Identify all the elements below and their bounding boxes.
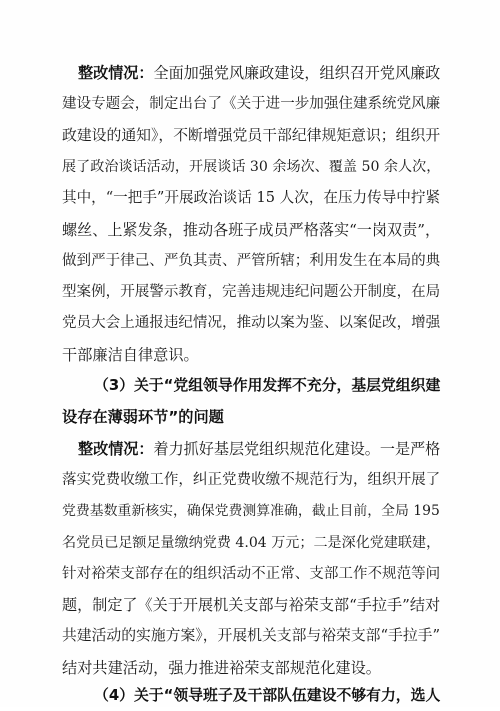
paragraph2-label: 整改情况： bbox=[78, 439, 154, 458]
paragraph2-first-line: 着力抓好基层党组织规范化建设。一是严格 bbox=[153, 439, 441, 458]
heading-3-line-2: 设存在薄弱环节”的问题 bbox=[62, 408, 224, 427]
paragraph2-line-2: 落实党费收缴工作，纠正党费收缴不规范行为，组织开展了 bbox=[62, 470, 441, 488]
heading-3-line-1: （3）关于“党组领导作用发挥不充分，基层党组织建 bbox=[94, 377, 441, 394]
paragraph2-line-6: 题，制定了《关于开展机关支部与裕荣支部“手拉手”结对 bbox=[62, 596, 441, 615]
paragraph2-line-7: 共建活动的实施方案》，开展机关支部与裕荣支部“手拉手” bbox=[62, 627, 441, 645]
paragraph2-line-3: 党费基数重新核实，确保党费测算准确，截止目前，全局 195 bbox=[62, 503, 440, 520]
paragraph1-line-2: 建设专题会，制定出台了《关于进一步加强住建系统党风廉 bbox=[62, 95, 441, 113]
paragraph1-line-7: 做到严于律己、严负其责、严管所辖；利用发生在本局的典 bbox=[62, 251, 441, 269]
paragraph1-first-line: 全面加强党风廉政建设，组织召开党风廉政 bbox=[153, 64, 441, 82]
paragraph1-line-3: 政建设的通知》，不断增强党员干部纪律规矩意识；组织开 bbox=[62, 126, 441, 144]
paragraph2-line-5: 针对裕荣支部存在的组织活动不正常、支部工作不规范等问 bbox=[62, 564, 441, 582]
paragraph2-line-1 bbox=[0, 434, 500, 464]
paragraph1-line-9: 党员大会上通报违纪情况，推动以案为鉴、以案促改，增强 bbox=[62, 314, 441, 332]
paragraph1-line-4: 展了政治谈话活动，开展谈话 30 余场次、覆盖 50 余人次， bbox=[62, 158, 441, 175]
paragraph1-line-10: 干部廉洁自律意识。 bbox=[62, 345, 199, 364]
paragraph1-line-1 bbox=[0, 58, 500, 88]
paragraph1-line-5: 其中，“一把手”开展政治谈话 15 人次，在压力传导中拧紧 bbox=[62, 189, 441, 207]
paragraph1-label: 整改情况： bbox=[78, 64, 154, 82]
paragraph1-line-8: 型案例，开展警示教育，完善违规违纪问题公开制度，在局 bbox=[62, 283, 441, 301]
paragraph1-line-6: 螺丝、上紧发条，推动各班子成员严格落实“一岗双责”， bbox=[62, 220, 441, 239]
heading-4-line-1: （4）关于“领导班子及干部队伍建设不够有力，选人 bbox=[94, 687, 441, 704]
paragraph2-line-8: 结对共建活动，强力推进裕荣支部规范化建设。 bbox=[62, 658, 381, 677]
paragraph2-line-4: 名党员已足额足量缴纳党费 4.04 万元；二是深化党建联建， bbox=[62, 534, 441, 551]
